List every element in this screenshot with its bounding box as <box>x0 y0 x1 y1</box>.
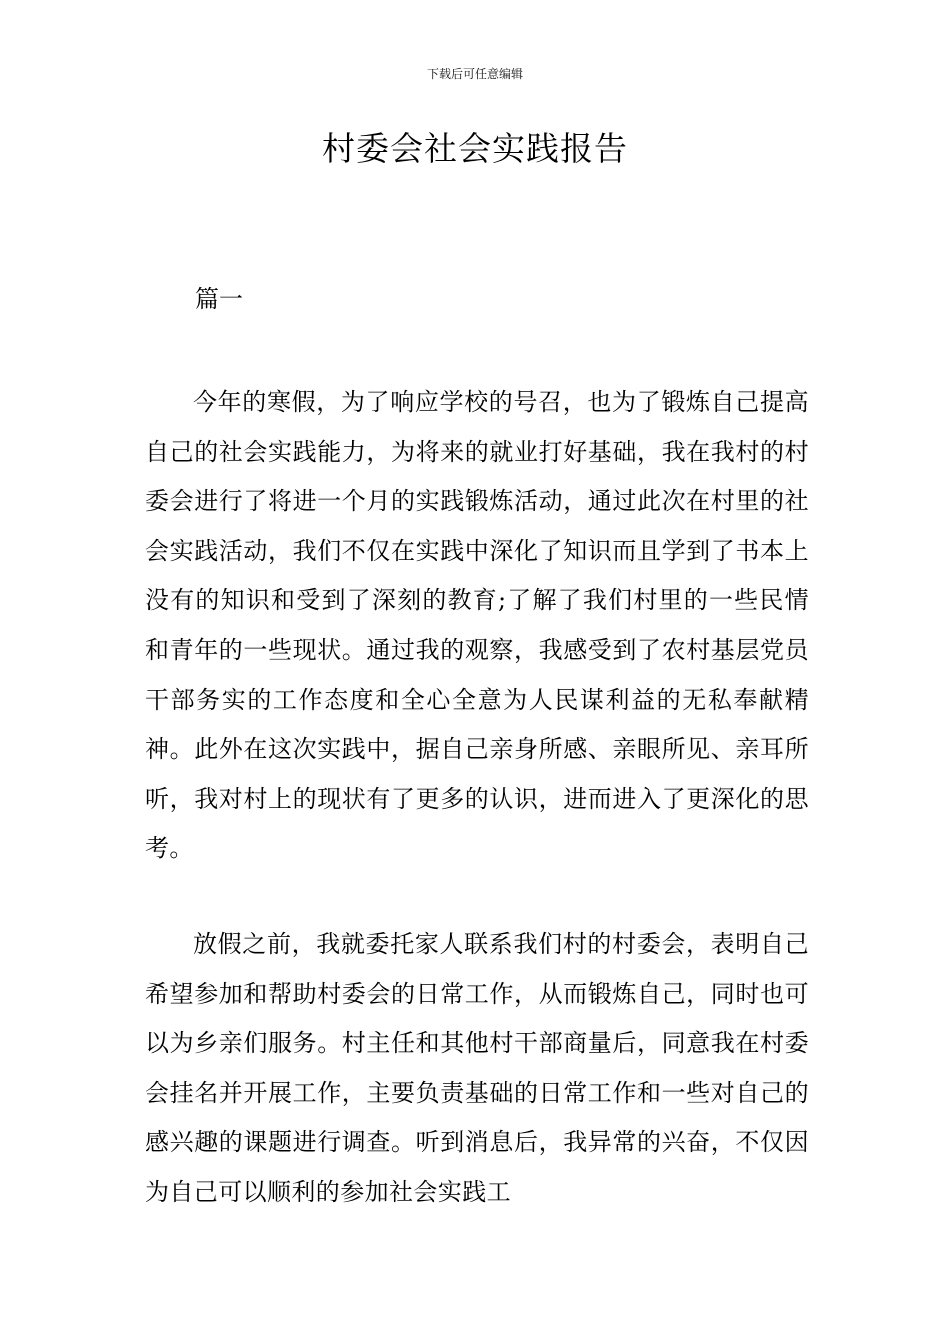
body-paragraph-1: 今年的寒假，为了响应学校的号召，也为了锻炼自己提高自己的社会实践能力，为将来的就业打好基础，我在我村的村委会进行了将进一个月的实践锻炼活动，通过此次在村里的社会实践活动，我们不仅在实践中深化了知识而且学到了书本上没有的知识和受到了深刻的教育;了解了我们村里的一些民情和青年的一些现状。通过我的观察，我感受到了农村基层党员干部务实的工作态度和全心全意为人民谋利益的无私奉献精神。此外在这次实践中，据自己亲身所感、亲眼所见、亲耳所听，我对村上的现状有了更多的认识，进而进入了更深化的思考。 <box>145 388 809 863</box>
body-paragraph-2: 放假之前，我就委托家人联系我们村的村委会，表明自己希望参加和帮助村委会的日常工作，从而锻炼自己，同时也可以为乡亲们服务。村主任和其他村干部商量后，同意我在村委会挂名并开展工作，主要负责基础的日常工作和一些对自己的感兴趣的课题进行调查。听到消息后，我异常的兴奋，不仅因为自己可以顺利的参加社会实践工 <box>145 930 809 1206</box>
section-label: 篇一 <box>195 285 243 313</box>
page-title: 村委会社会实践报告 <box>322 129 628 168</box>
header-note: 下载后可任意编辑 <box>426 67 523 81</box>
